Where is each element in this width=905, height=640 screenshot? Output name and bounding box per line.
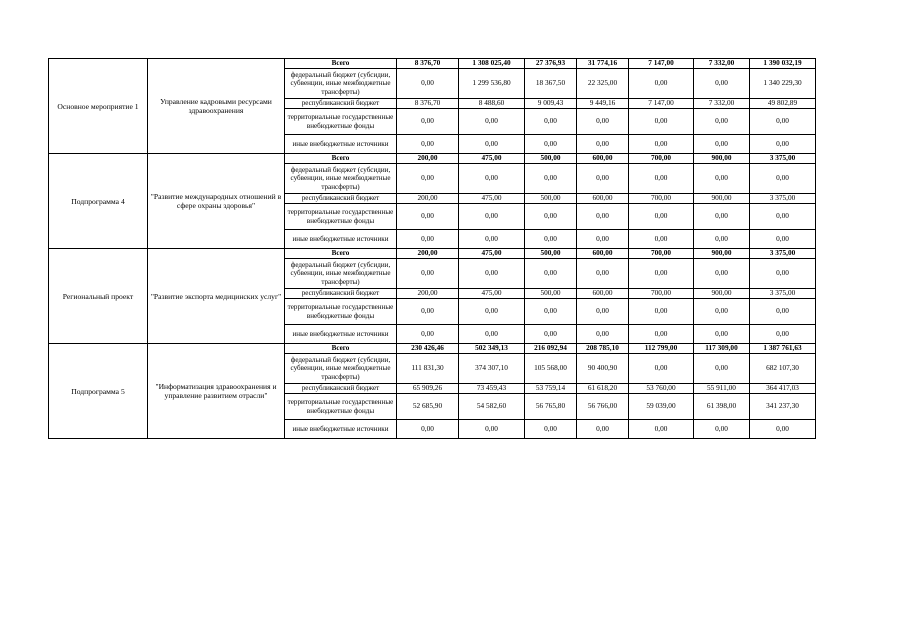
amount-cell: 0,00 [525,109,577,135]
amount-cell: 475,00 [459,194,525,204]
amount-cell: 0,00 [629,259,694,289]
amount-cell: 200,00 [397,194,459,204]
funding-source-cell: федеральный бюджет (субсидии, субвенции, иные межбюджетные трансферты) [285,354,397,384]
amount-cell: 0,00 [397,420,459,439]
funding-source-cell: Всего [285,344,397,354]
amount-cell: 700,00 [629,289,694,299]
amount-cell: 0,00 [750,204,816,230]
amount-cell: 0,00 [459,164,525,194]
funding-source-cell: республиканский бюджет [285,99,397,109]
amount-cell: 0,00 [629,420,694,439]
amount-cell: 0,00 [694,354,750,384]
amount-cell: 600,00 [577,154,629,164]
funding-source-cell: республиканский бюджет [285,384,397,394]
amount-cell: 1 299 536,80 [459,69,525,99]
amount-cell: 364 417,03 [750,384,816,394]
amount-cell: 0,00 [525,135,577,154]
amount-cell: 0,00 [694,164,750,194]
funding-source-cell: территориальные государственные внебюджетные фонды [285,299,397,325]
amount-cell: 374 307,10 [459,354,525,384]
funding-source-cell: территориальные государственные внебюджетные фонды [285,204,397,230]
amount-cell: 341 237,30 [750,394,816,420]
amount-cell: 0,00 [397,135,459,154]
amount-cell: 56 766,00 [577,394,629,420]
amount-cell: 0,00 [694,109,750,135]
amount-cell: 0,00 [750,259,816,289]
amount-cell: 0,00 [750,164,816,194]
amount-cell: 65 909,26 [397,384,459,394]
funding-source-cell: республиканский бюджет [285,289,397,299]
amount-cell: 0,00 [629,69,694,99]
amount-cell: 0,00 [694,69,750,99]
amount-cell: 3 375,00 [750,289,816,299]
amount-cell: 7 147,00 [629,59,694,69]
amount-cell: 1 390 032,19 [750,59,816,69]
amount-cell: 0,00 [397,109,459,135]
program-name-cell: Основное мероприятие 1 [49,59,148,154]
amount-cell: 0,00 [577,230,629,249]
amount-cell: 7 332,00 [694,99,750,109]
amount-cell: 56 765,80 [525,394,577,420]
amount-cell: 700,00 [629,194,694,204]
amount-cell: 0,00 [750,299,816,325]
amount-cell: 0,00 [750,109,816,135]
amount-cell: 7 332,00 [694,59,750,69]
amount-cell: 0,00 [525,299,577,325]
funding-source-cell: иные внебюджетные источники [285,135,397,154]
amount-cell: 0,00 [525,230,577,249]
amount-cell: 1 387 761,63 [750,344,816,354]
funding-source-cell: федеральный бюджет (субсидии, субвенции, иные межбюджетные трансферты) [285,69,397,99]
amount-cell: 0,00 [525,259,577,289]
funding-source-cell: иные внебюджетные источники [285,230,397,249]
amount-cell: 0,00 [397,164,459,194]
amount-cell: 0,00 [750,420,816,439]
table-row [49,59,816,69]
amount-cell: 200,00 [397,289,459,299]
amount-cell: 900,00 [694,154,750,164]
amount-cell: 900,00 [694,194,750,204]
amount-cell: 500,00 [525,249,577,259]
program-title-cell: "Информатизация здравоохранения и управление развитием отрасли" [148,344,285,439]
amount-cell: 18 367,50 [525,69,577,99]
amount-cell: 0,00 [459,109,525,135]
amount-cell: 0,00 [694,420,750,439]
amount-cell: 0,00 [694,325,750,344]
amount-cell: 682 107,30 [750,354,816,384]
amount-cell: 73 459,43 [459,384,525,394]
amount-cell: 0,00 [629,109,694,135]
amount-cell: 1 340 229,30 [750,69,816,99]
amount-cell: 0,00 [577,135,629,154]
program-title-cell: Управление кадровыми ресурсами здравоохранения [148,59,285,154]
amount-cell: 600,00 [577,289,629,299]
amount-cell: 0,00 [577,259,629,289]
amount-cell: 0,00 [629,354,694,384]
amount-cell: 0,00 [397,230,459,249]
amount-cell: 0,00 [629,135,694,154]
funding-source-cell: территориальные государственные внебюджетные фонды [285,394,397,420]
funding-source-cell: иные внебюджетные источники [285,420,397,439]
amount-cell: 0,00 [525,420,577,439]
amount-cell: 700,00 [629,154,694,164]
amount-cell: 230 426,46 [397,344,459,354]
amount-cell: 0,00 [397,69,459,99]
amount-cell: 0,00 [459,204,525,230]
amount-cell: 90 400,90 [577,354,629,384]
amount-cell: 54 582,60 [459,394,525,420]
amount-cell: 0,00 [750,325,816,344]
amount-cell: 475,00 [459,154,525,164]
amount-cell: 0,00 [525,204,577,230]
amount-cell: 0,00 [629,204,694,230]
amount-cell: 600,00 [577,194,629,204]
program-name-cell: Подпрограмма 5 [49,344,148,439]
amount-cell: 0,00 [694,299,750,325]
amount-cell: 0,00 [525,325,577,344]
amount-cell: 0,00 [629,230,694,249]
amount-cell: 0,00 [694,259,750,289]
program-title-cell: "Развитие экспорта медицинских услуг" [148,249,285,344]
amount-cell: 111 831,30 [397,354,459,384]
amount-cell: 0,00 [694,135,750,154]
amount-cell: 0,00 [577,420,629,439]
amount-cell: 31 774,16 [577,59,629,69]
funding-source-cell: республиканский бюджет [285,194,397,204]
table-row [49,344,816,354]
amount-cell: 53 759,14 [525,384,577,394]
amount-cell: 900,00 [694,249,750,259]
amount-cell: 475,00 [459,289,525,299]
amount-cell: 0,00 [577,299,629,325]
amount-cell: 0,00 [459,299,525,325]
amount-cell: 52 685,90 [397,394,459,420]
amount-cell: 61 398,00 [694,394,750,420]
amount-cell: 49 802,89 [750,99,816,109]
amount-cell: 0,00 [459,230,525,249]
amount-cell: 900,00 [694,289,750,299]
amount-cell: 216 092,94 [525,344,577,354]
funding-source-cell: федеральный бюджет (субсидии, субвенции, иные межбюджетные трансферты) [285,164,397,194]
amount-cell: 3 375,00 [750,154,816,164]
table-row [49,249,816,259]
amount-cell: 600,00 [577,249,629,259]
amount-cell: 105 568,00 [525,354,577,384]
amount-cell: 200,00 [397,154,459,164]
amount-cell: 8 376,70 [397,59,459,69]
funding-source-cell: Всего [285,59,397,69]
program-name-cell: Региональный проект [49,249,148,344]
budget-table [48,58,816,439]
amount-cell: 9 449,16 [577,99,629,109]
program-name-cell: Подпрограмма 4 [49,154,148,249]
funding-source-cell: Всего [285,249,397,259]
program-title-cell: "Развитие международных отношений в сфере охраны здоровья" [148,154,285,249]
amount-cell: 9 009,43 [525,99,577,109]
amount-cell: 0,00 [397,325,459,344]
amount-cell: 500,00 [525,194,577,204]
amount-cell: 0,00 [577,325,629,344]
amount-cell: 0,00 [459,325,525,344]
amount-cell: 0,00 [397,299,459,325]
amount-cell: 112 799,00 [629,344,694,354]
amount-cell: 475,00 [459,249,525,259]
amount-cell: 61 618,20 [577,384,629,394]
amount-cell: 55 911,00 [694,384,750,394]
funding-source-cell: территориальные государственные внебюджетные фонды [285,109,397,135]
amount-cell: 200,00 [397,249,459,259]
amount-cell: 0,00 [694,204,750,230]
amount-cell: 0,00 [525,164,577,194]
amount-cell: 0,00 [750,135,816,154]
amount-cell: 0,00 [459,420,525,439]
amount-cell: 0,00 [629,299,694,325]
funding-source-cell: иные внебюджетные источники [285,325,397,344]
amount-cell: 0,00 [397,204,459,230]
amount-cell: 22 325,00 [577,69,629,99]
amount-cell: 1 308 025,40 [459,59,525,69]
amount-cell: 0,00 [577,109,629,135]
funding-source-cell: федеральный бюджет (субсидии, субвенции, иные межбюджетные трансферты) [285,259,397,289]
amount-cell: 53 760,00 [629,384,694,394]
amount-cell: 500,00 [525,289,577,299]
amount-cell: 0,00 [459,259,525,289]
amount-cell: 27 376,93 [525,59,577,69]
amount-cell: 0,00 [694,230,750,249]
amount-cell: 0,00 [577,204,629,230]
funding-source-cell: Всего [285,154,397,164]
amount-cell: 700,00 [629,249,694,259]
amount-cell: 7 147,00 [629,99,694,109]
amount-cell: 208 785,10 [577,344,629,354]
amount-cell: 3 375,00 [750,249,816,259]
amount-cell: 117 309,00 [694,344,750,354]
amount-cell: 8 376,70 [397,99,459,109]
amount-cell: 0,00 [459,135,525,154]
amount-cell: 0,00 [629,325,694,344]
amount-cell: 0,00 [750,230,816,249]
table-row [49,154,816,164]
amount-cell: 8 488,60 [459,99,525,109]
amount-cell: 0,00 [629,164,694,194]
amount-cell: 59 039,00 [629,394,694,420]
amount-cell: 500,00 [525,154,577,164]
amount-cell: 3 375,00 [750,194,816,204]
amount-cell: 502 349,13 [459,344,525,354]
amount-cell: 0,00 [577,164,629,194]
amount-cell: 0,00 [397,259,459,289]
